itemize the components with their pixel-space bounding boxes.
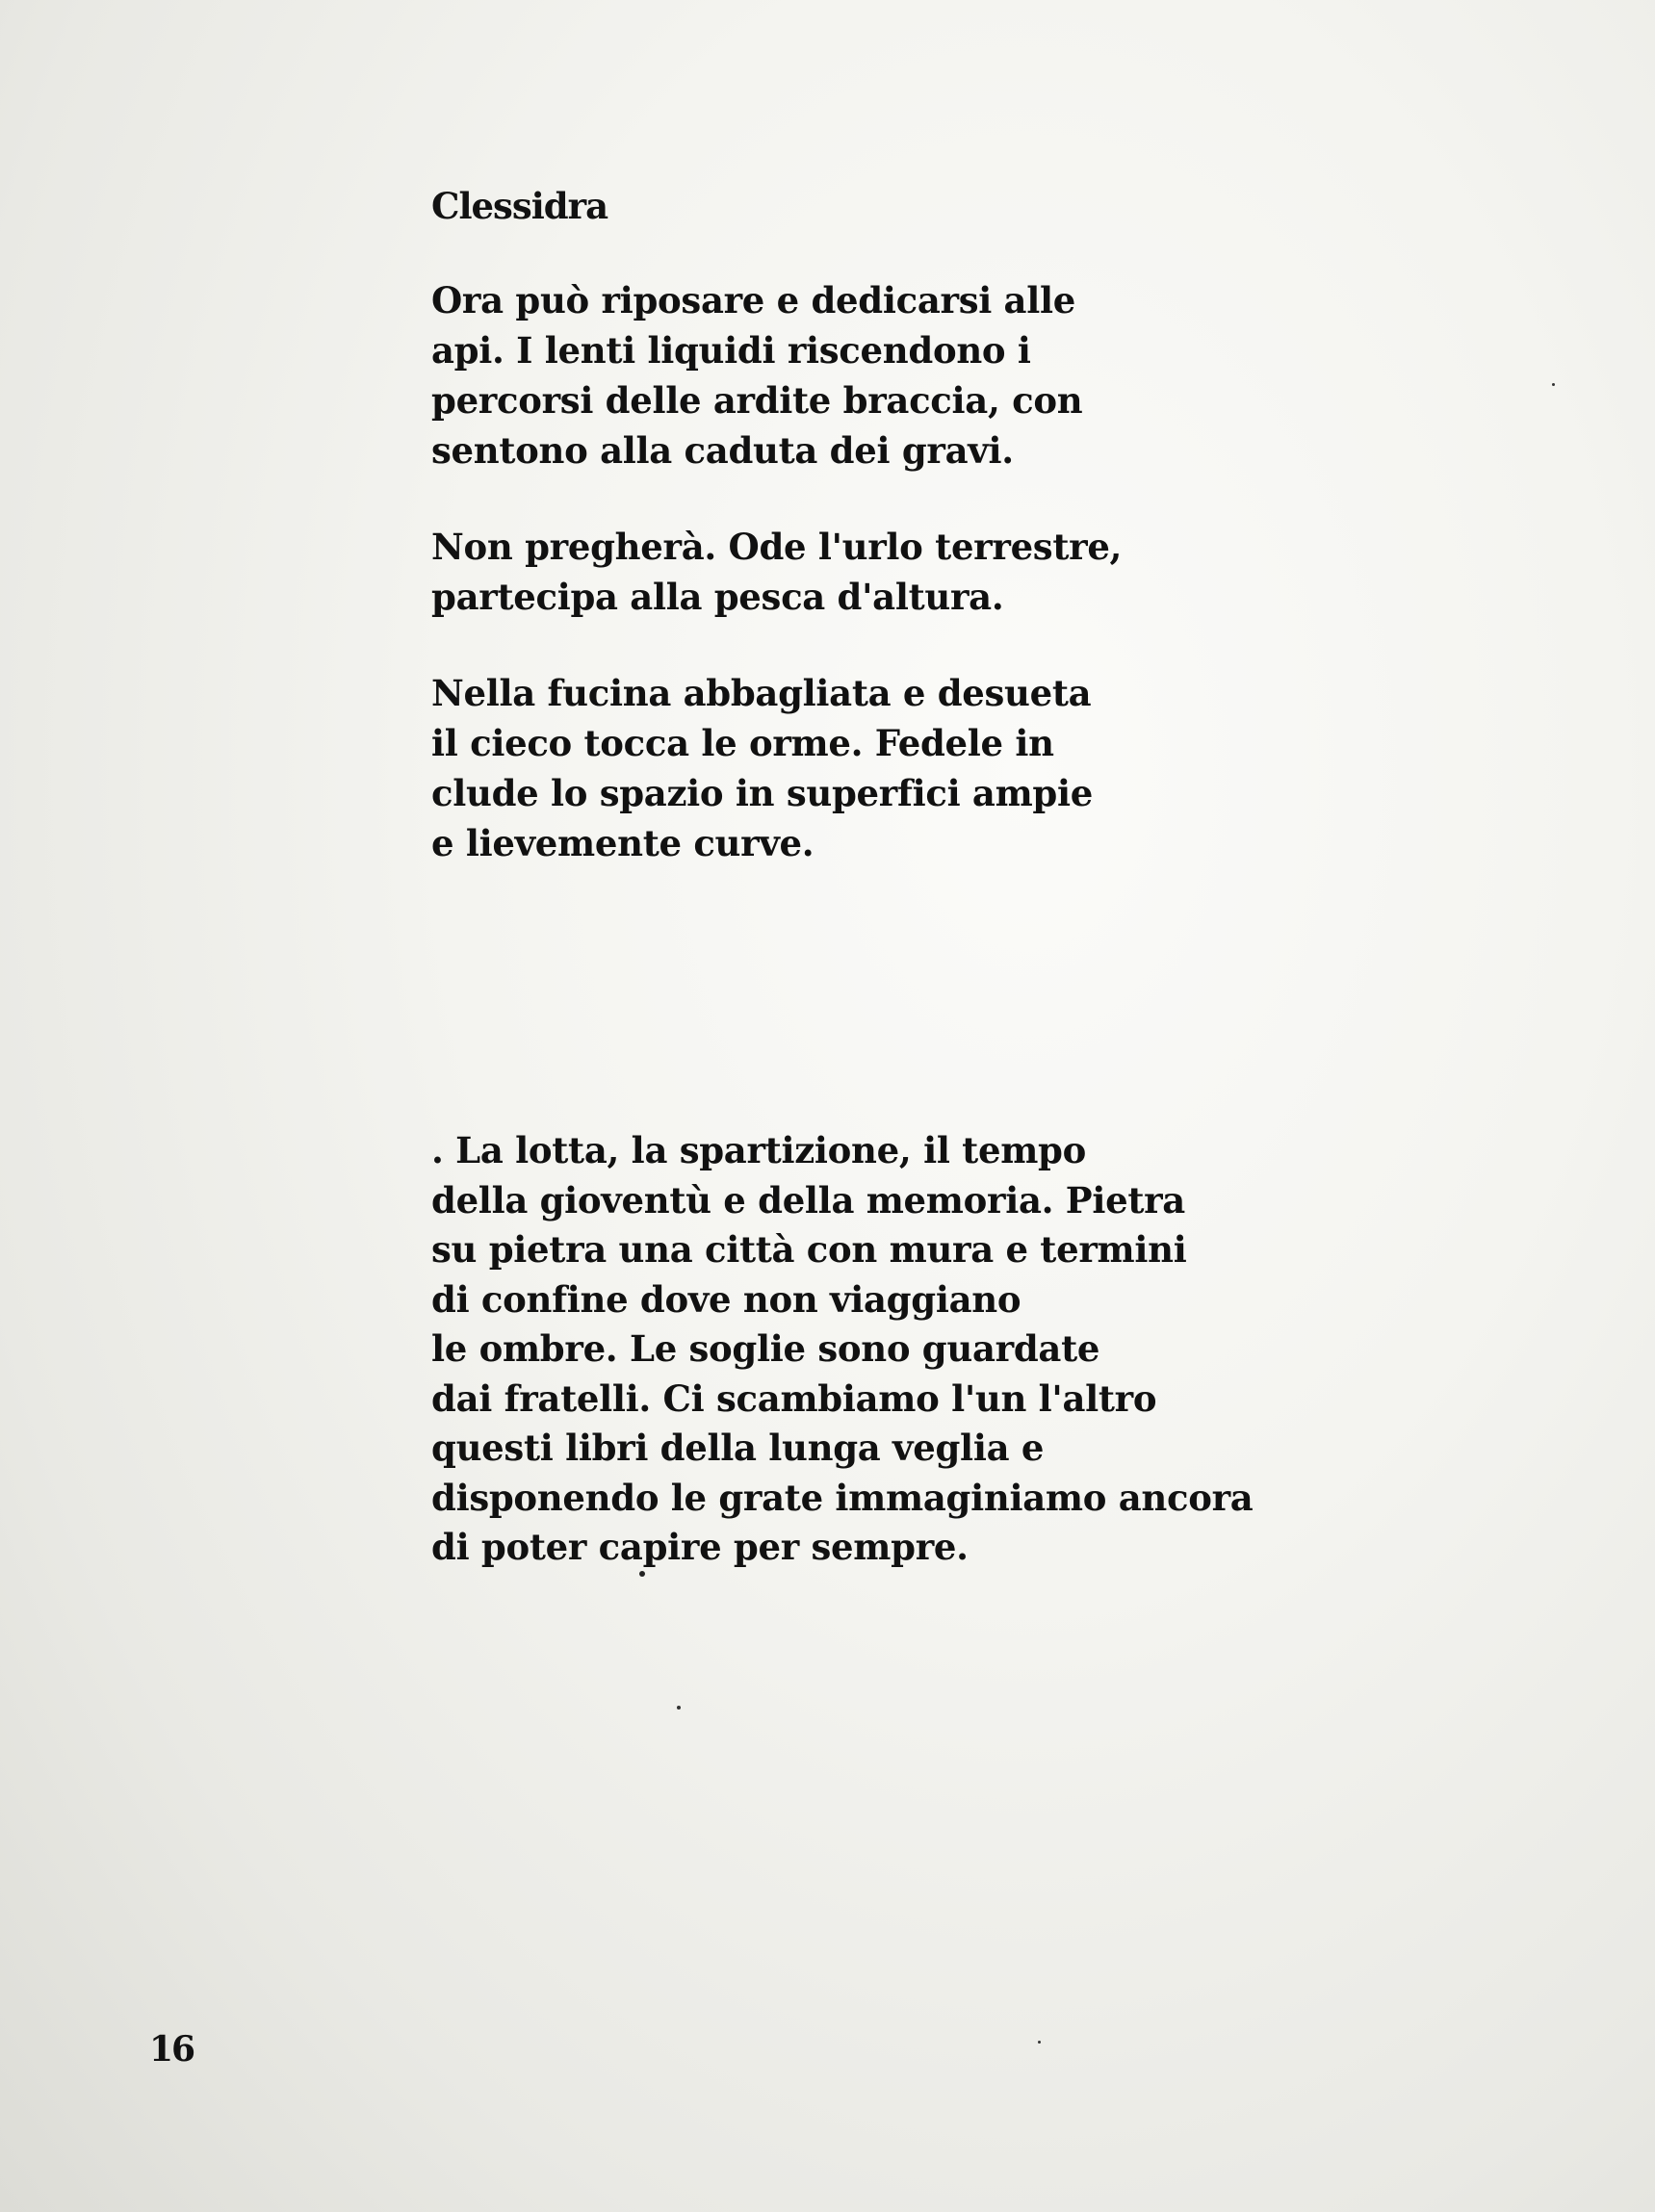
stanza-line: api. I lenti liquidi riscendono i [431, 329, 1031, 372]
stanza-line: Non pregherà. Ode l'urlo terrestre, [431, 526, 1123, 568]
stanza-line: e lievemente curve. [431, 822, 815, 864]
page-number: 16 [149, 2029, 194, 2070]
poem [431, 181, 1394, 868]
paper-speck [677, 1706, 681, 1710]
stanza-line: su pietra una città con mura e termini [431, 1228, 1187, 1271]
stanza-line: disponendo le grate immaginiamo ancora [431, 1476, 1254, 1519]
stanza-line: Nella fucina abbagliata e desueta [431, 672, 1092, 714]
paper-speck [639, 1571, 645, 1577]
stanza-line: clude lo spazio in superfici ampie [431, 772, 1094, 814]
stanza-line: le ombre. Le soglie sono guardate [431, 1327, 1100, 1370]
stanza-3 [431, 668, 1394, 868]
stanza-line: Ora può riposare e dedicarsi alle [431, 279, 1075, 322]
stanza-line: partecipa alla pesca d'altura. [431, 576, 1004, 618]
stanza-line: sentono alla caduta dei gravi. [431, 429, 1014, 472]
stanza-line: percorsi delle ardite braccia, con [431, 379, 1083, 422]
poem-title: Clessidra [431, 185, 608, 227]
stanza-line: di poter capire per sempre. [431, 1526, 969, 1568]
stanza-2 [431, 522, 1394, 622]
paper-speck [1552, 383, 1555, 386]
stanza-line: . La lotta, la spartizione, il tempo [431, 1129, 1086, 1171]
stanza-line: della gioventù e della memoria. Pietra [431, 1178, 1185, 1222]
bleed-through-text [252, 624, 265, 662]
stanza-line: dai fratelli. Ci scambiamo l'un l'altro [431, 1376, 1157, 1420]
stanza-4 [431, 1126, 1253, 1573]
stanza-line: questi libri della lunga veglia e [431, 1427, 1045, 1469]
paper-speck [1038, 2041, 1041, 2044]
stanza-line: il cieco tocca le orme. Fedele in [431, 722, 1054, 764]
stanza-line: di confine dove non viaggiano [431, 1277, 1021, 1321]
stanza-1 [431, 275, 1394, 476]
